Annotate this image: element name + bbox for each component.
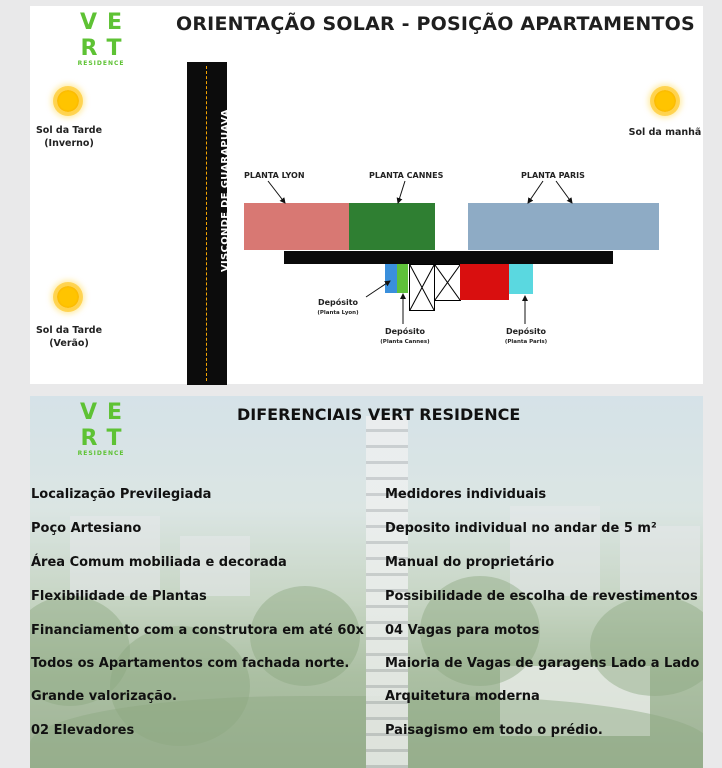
deposit-cannes-title: Depósito <box>384 327 426 336</box>
deposit-paris-label <box>499 327 553 347</box>
plan-cannes-label: PLANTA CANNES <box>369 171 444 180</box>
feature-right-5: 04 Vagas para motos <box>385 623 540 638</box>
logo-sub: RESIDENCE <box>77 60 125 67</box>
plan-cannes-block <box>349 203 435 250</box>
deposit-lyon-sub: (Planta Lyon) <box>317 310 359 316</box>
plan-lyon-label: PLANTA LYON <box>244 171 305 180</box>
street-name: VISCONDE DE GUARAPUAVA <box>220 109 231 272</box>
deposit-paris-title: Depósito <box>505 327 547 336</box>
feature-left-5: Financiamento com a construtora em até 60x <box>31 623 364 638</box>
sun-afternoon-winter-icon <box>57 90 79 112</box>
logo-line1: VE <box>80 10 133 35</box>
sun-summer-line1: Sol da Tarde <box>35 325 103 336</box>
deposit-lyon-label <box>312 298 364 318</box>
feature-right-6: Maioria de Vagas de garagens Lado a Lado <box>385 656 700 671</box>
feature-left-6: Todos os Apartamentos com fachada norte. <box>31 656 350 671</box>
feature-left-8: 02 Elevadores <box>31 723 135 738</box>
deposit-paris-sub: (Planta Paris) <box>504 339 548 345</box>
logo2-line1: VE <box>80 400 133 425</box>
deposit-cannes-block <box>397 264 408 293</box>
logo2-line2: RT <box>80 426 132 451</box>
street-center-line <box>206 66 207 381</box>
sun-winter-line2: (Inverno) <box>44 138 94 149</box>
differentials-title: DIFERENCIAIS VERT RESIDENCE <box>237 405 521 424</box>
deposit-lyon-title: Depósito <box>317 298 359 307</box>
deposit-cannes-label <box>376 327 434 347</box>
feature-left-4: Flexibilidade de Plantas <box>31 589 207 604</box>
feature-right-1: Medidores individuais <box>385 487 547 502</box>
sun-winter-line1: Sol da Tarde <box>35 125 103 136</box>
stair-block <box>460 264 509 300</box>
feature-right-3: Manual do proprietário <box>385 555 555 570</box>
sun-morning-icon <box>654 90 676 112</box>
plan-paris-label: PLANTA PARIS <box>521 171 585 180</box>
deposit-lyon-block <box>385 264 397 293</box>
feature-left-3: Área Comum mobiliada e decorada <box>31 555 287 570</box>
corridor-bar <box>284 251 613 264</box>
feature-left-2: Poço Artesiano <box>31 521 142 536</box>
sun-afternoon-summer-label <box>34 324 104 350</box>
elevator-shaft-2 <box>434 264 461 301</box>
sun-afternoon-summer-icon <box>57 286 79 308</box>
sun-afternoon-winter-label <box>34 124 104 150</box>
feature-left-7: Grande valorização. <box>31 689 177 704</box>
feature-left-1: Localização Previlegiada <box>31 487 212 502</box>
feature-right-8: Paisagismo em todo o prédio. <box>385 723 603 738</box>
feature-right-4: Possibilidade de escolha de revestimentos <box>385 589 698 604</box>
deposit-cannes-sub: (Planta Cannes) <box>380 339 430 345</box>
vert-logo <box>70 10 132 67</box>
plan-lyon-block <box>244 203 349 250</box>
street-visconde-guarapuava <box>187 62 231 385</box>
orientation-title: ORIENTAÇÃO SOLAR - POSIÇÃO APARTAMENTOS <box>176 13 695 35</box>
feature-right-7: Arquitetura moderna <box>385 689 540 704</box>
plan-paris-block <box>468 203 659 250</box>
elevator-shaft-1 <box>409 264 435 311</box>
vert-logo-2 <box>70 400 132 457</box>
sun-summer-line2: (Verão) <box>49 338 89 349</box>
feature-right-2: Deposito individual no andar de 5 m² <box>385 521 657 536</box>
logo-line2: RT <box>80 36 132 61</box>
deposit-paris-block <box>509 264 533 294</box>
logo2-sub: RESIDENCE <box>77 450 125 457</box>
sun-morning-label: Sol da manhã <box>628 127 702 138</box>
